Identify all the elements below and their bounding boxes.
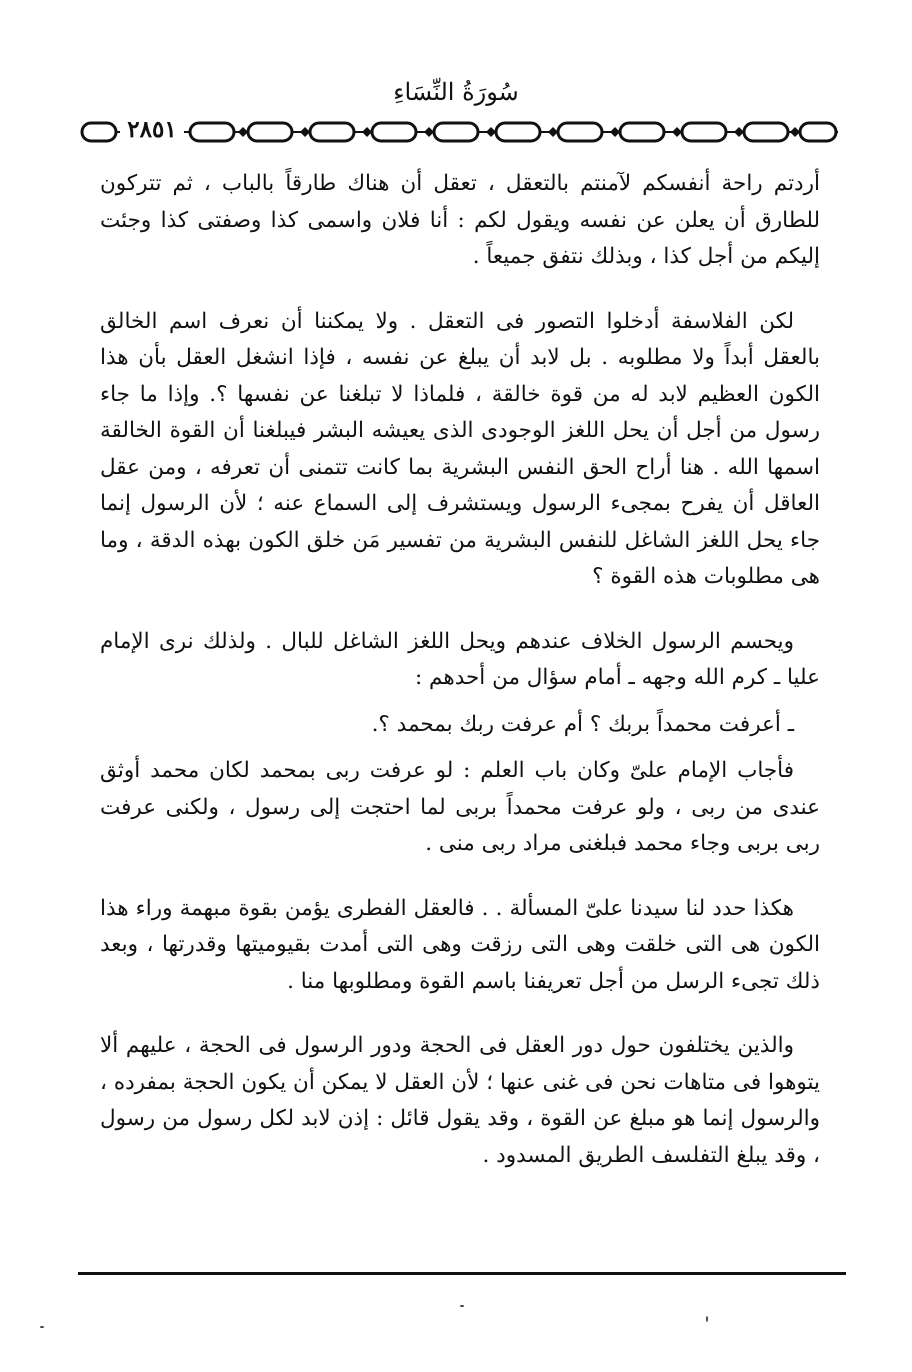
ornamental-border xyxy=(78,118,842,146)
paragraph-3: ويحسم الرسول الخلاف عندهم ويحل اللغز الشاغل للبال . ولذلك نرى الإمام عليا ـ كرم الله وجهه ـ أمام سؤال من أحدهم : xyxy=(100,628,820,690)
page-number: ٢٨٥١ xyxy=(120,115,184,145)
paragraph-2: لكن الفلاسفة أدخلوا التصور فى التعقل . ولا يمكننا أن نعرف اسم الخالق بالعقل أبداً ولا مطلوبه . بل لابد أن يبلغ عن نفسه ، فإذا انشغل العقل بأن هذا الكون العظيم لابد له من قوة خالقة ، فلماذا لا تبلغنا عن نفسها ؟. وإذا ما جاء رسول من أجل أن يحل اللغز الوجودى الذى يعيشه البشر فيبلغنا أن القوة الخالقة اسمها الله . هنا أراح الحق النفس البشرية بما كانت تتمنى أن تعرفه ، ومن عقل العاقل أن يفرح بمجىء الرسول ويستشرف إلى السماع عنه ؛ لأن الرسول إنما جاء يحل اللغز الشاغل للنفس البشرية من تفسير مَن خلق الكون بهذه الدقة ، وما هى مطلوبات هذه القوة ؟ xyxy=(100,308,820,589)
body-text xyxy=(100,166,820,1174)
scan-speck xyxy=(460,1305,464,1307)
paragraph-5: فأجاب الإمام علىّ وكان باب العلم : لو عرفت ربى بمحمد لكان محمد أوثق عندى من ربى ، ولو عرفت محمداً بربى لما احتجت إلى رسول ، ولكنى عرفت ربى بربى وجاء محمد فبلغنى مراد ربى منى . xyxy=(100,758,820,856)
paragraph-1: أردتم راحة أنفسكم لآمنتم بالتعقل ، تعقل أن هناك طارقاً بالباب ، ثم تتركون للطارق أن يعلن عن نفسه ويقول لكم : أنا فلان واسمى كذا وصفتى كذا وجئت إليكم من أجل كذا ، وبذلك نتفق جميعاً . xyxy=(100,171,820,269)
paragraph-4-question: ـ أعرفت محمداً بربك ؟ أم عرفت ربك بمحمد ؟. xyxy=(371,711,794,737)
scan-speck xyxy=(40,1326,44,1328)
scan-speck xyxy=(706,1316,708,1322)
paragraph-7: والذين يختلفون حول دور العقل فى الحجة ودور الرسول فى الحجة ، عليهم ألا يتوهوا فى متاهات نحن فى غنى عنها ؛ لأن العقل لا يمكن أن يكون الحجة بمفرده ، والرسول إنما هو مبلغ عن القوة ، وقد يقول قائل : إذن لابد لكل رسول من رسول ، وقد يبلغ التفلسف الطريق المسدود . xyxy=(100,1033,820,1168)
bottom-rule xyxy=(78,1272,846,1275)
surah-title: سُورَةُ النِّسَاءِ xyxy=(393,78,519,106)
paragraph-6: هكذا حدد لنا سيدنا علىّ المسألة . . فالعقل الفطرى يؤمن بقوة مبهمة وراء هذا الكون هى التى خلقت وهى التى رزقت وهى التى أمدت بقيوميتها وقدرتها ، وبعد ذلك تجىء الرسل من أجل تعريفنا باسم القوة ومطلوبها منا . xyxy=(100,895,820,994)
